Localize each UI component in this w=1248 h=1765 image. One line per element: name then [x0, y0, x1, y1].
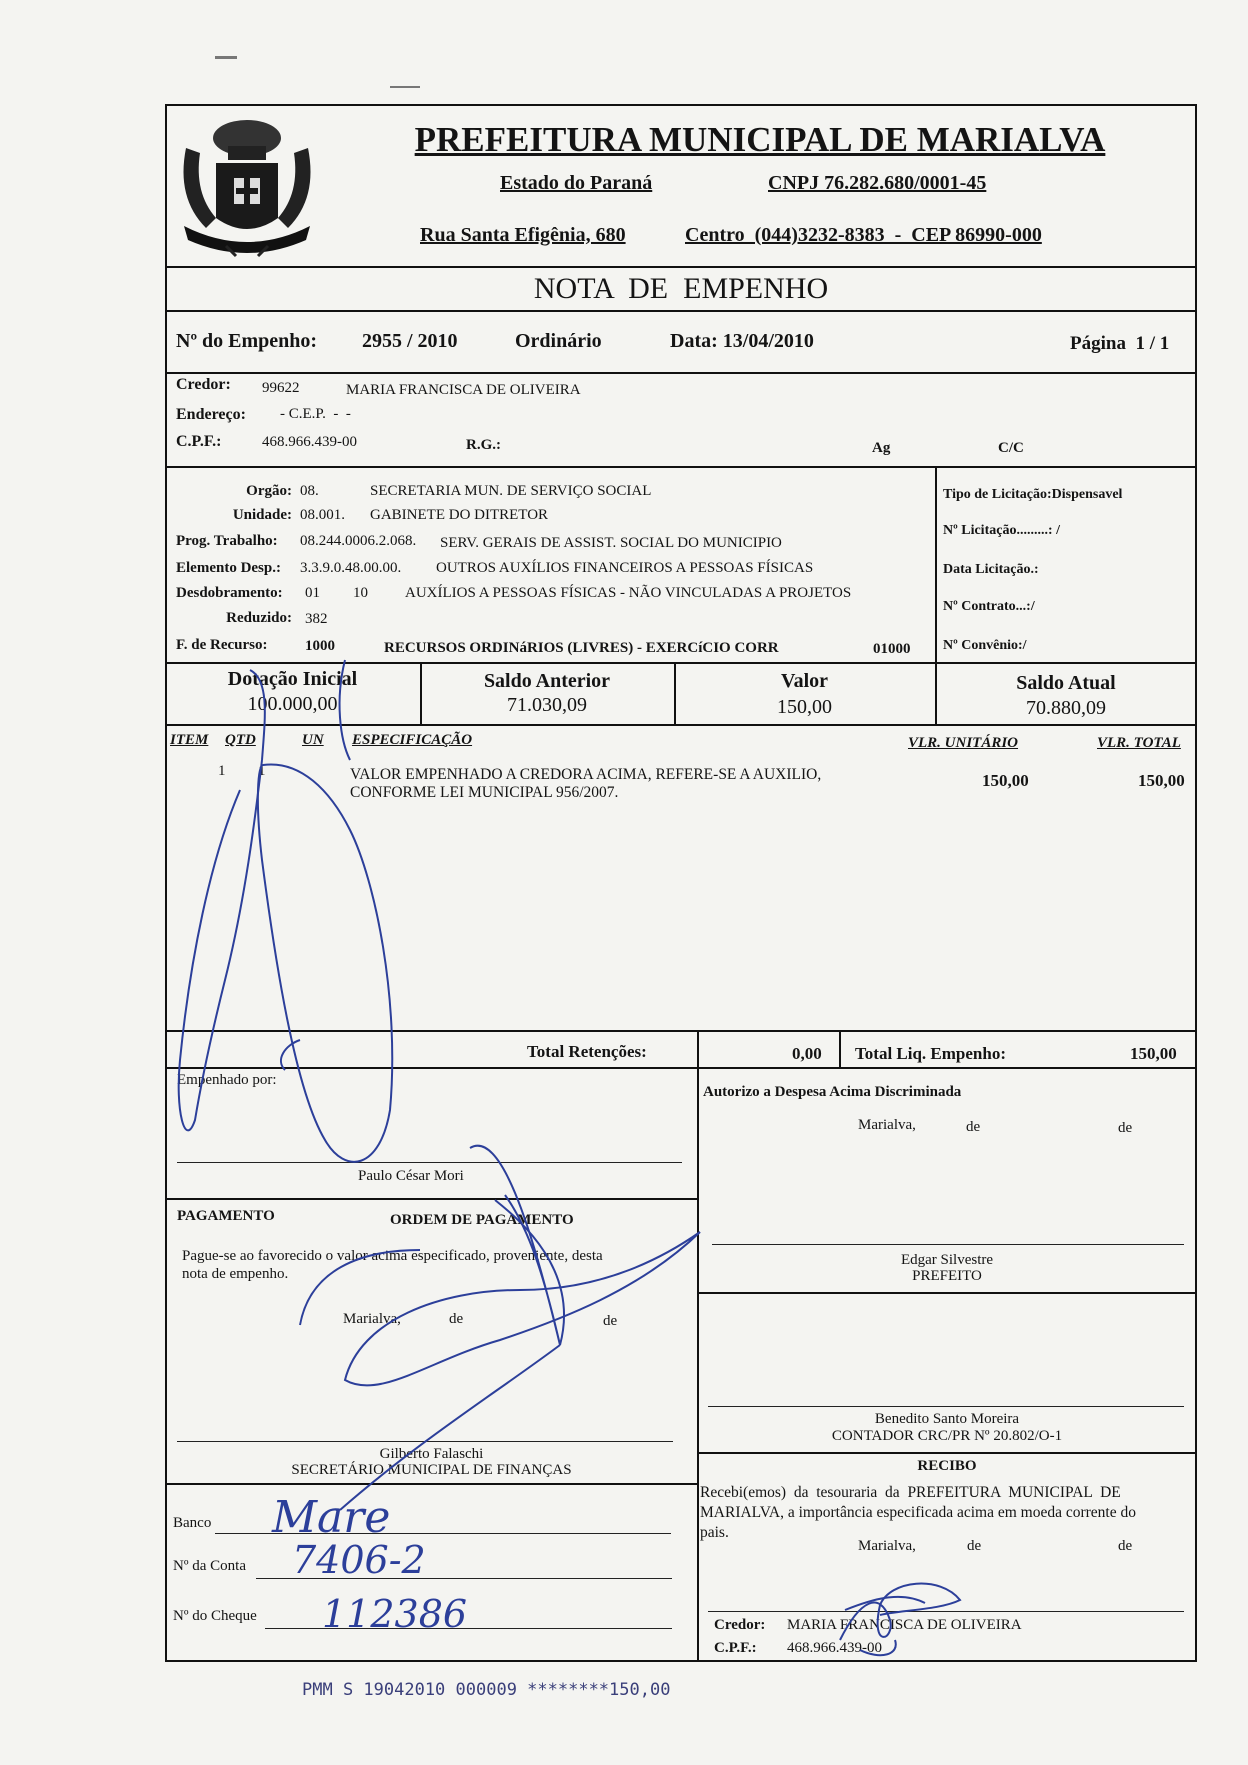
elemento-code: 3.3.9.0.48.00.00. — [300, 560, 402, 576]
prefeito-role: PREFEITO — [912, 1268, 982, 1284]
recibo-credor-label: Credor: — [714, 1617, 766, 1633]
recurso-label: F. de Recurso: — [176, 637, 268, 653]
scan-mark — [215, 56, 237, 59]
valor-label: Valor — [780, 670, 829, 692]
divider — [165, 1030, 1197, 1032]
coat-of-arms-logo — [176, 108, 318, 258]
header-contact: Centro (044)3232-8383 - CEP 86990-000 — [685, 224, 1042, 246]
retencoes-value: 0,00 — [792, 1044, 822, 1063]
desdobramento-label: Desdobramento: — [176, 585, 283, 601]
reduzido-label: Reduzido: — [226, 610, 292, 626]
pagamento-de2: de — [603, 1313, 618, 1329]
contador-role: CONTADOR CRC/PR Nº 20.802/O-1 — [831, 1428, 1063, 1444]
autorizo-de1: de — [966, 1119, 981, 1135]
saldo-atual-value: 70.880,09 — [1026, 697, 1106, 719]
saldo-anterior-label: Saldo Anterior — [483, 670, 611, 692]
recurso-num: 01000 — [873, 641, 911, 657]
pagamento-title: PAGAMENTO — [177, 1208, 275, 1224]
retencoes-label: Total Retenções: — [527, 1042, 647, 1061]
cheque-handwritten: 112386 — [322, 1592, 468, 1636]
recibo-title: RECIBO — [917, 1458, 977, 1474]
credor-label: Credor: — [176, 376, 231, 393]
banco-handwritten: Mare — [272, 1492, 391, 1543]
divider — [697, 1292, 1197, 1294]
cheque-label: Nº do Cheque — [173, 1608, 257, 1624]
pagamento-text-1: Pague-se ao favorecido o valor acima especificado, proveniente, desta — [182, 1248, 603, 1264]
empenho-number: 2955 / 2010 — [362, 330, 458, 352]
divider — [165, 724, 1197, 726]
col-spec-header: ESPECIFICAÇÃO — [352, 732, 473, 748]
recibo-text-3: pais. — [700, 1524, 729, 1541]
divider — [165, 1483, 698, 1485]
payment-stamp: PMM S 19042010 000009 ********150,00 — [302, 1680, 671, 1700]
header-cnpj: CNPJ 76.282.680/0001-45 — [768, 172, 987, 194]
scan-mark — [390, 86, 420, 88]
elemento-label: Elemento Desp.: — [176, 560, 281, 576]
credor-name: MARIA FRANCISCA DE OLIVEIRA — [346, 382, 581, 398]
header-title: PREFEITURA MUNICIPAL DE MARIALVA — [414, 120, 1106, 159]
unidade-name: GABINETE DO DITRETOR — [370, 507, 549, 523]
signature-line — [177, 1441, 673, 1442]
desdobramento-name: AUXÍLIOS A PESSOAS FÍSICAS - NÃO VINCULADAS A PROJETOS — [405, 585, 852, 601]
conta-label: Nº da Conta — [173, 1558, 246, 1574]
ag-label: Ag — [872, 440, 891, 456]
item-spec-line2: CONFORME LEI MUNICIPAL 956/2007. — [350, 784, 619, 801]
signature-line — [708, 1406, 1184, 1407]
licitacao-tipo: Tipo de Licitação:Dispensavel — [943, 487, 1123, 502]
divider — [165, 466, 1197, 468]
secretario-role: SECRETÁRIO MUNICIPAL DE FINANÇAS — [291, 1462, 572, 1478]
item-spec-line1: VALOR EMPENHADO A CREDORA ACIMA, REFERE-SE A AUXILIO, — [350, 766, 822, 783]
divider — [165, 372, 1197, 374]
liquido-value: 150,00 — [1130, 1044, 1177, 1063]
prog-name: SERV. GERAIS DE ASSIST. SOCIAL DO MUNICIPIO — [440, 535, 782, 551]
page-number: Página 1 / 1 — [1070, 333, 1170, 354]
unidade-label: Unidade: — [232, 507, 292, 523]
prog-code: 08.244.0006.2.068. — [300, 533, 417, 549]
recibo-cpf-label: C.P.F.: — [714, 1640, 757, 1656]
recibo-cpf-value: 468.966.439-00 — [787, 1640, 882, 1656]
item-total-value: 150,00 — [1138, 771, 1185, 790]
banco-label: Banco — [173, 1515, 212, 1531]
cpf-label: C.P.F.: — [176, 433, 222, 450]
divider — [165, 662, 1197, 664]
signature-line — [712, 1244, 1184, 1245]
contrato: Nº Contrato...:/ — [943, 599, 1035, 614]
divider — [697, 1452, 1197, 1454]
col-un-header: UN — [302, 732, 324, 748]
saldo-anterior-value: 71.030,09 — [507, 694, 587, 716]
empenhado-label: Empenhado por: — [177, 1072, 277, 1088]
divider — [165, 1198, 698, 1200]
col-total-header: VLR. TOTAL — [1097, 735, 1181, 751]
empenho-type: Ordinário — [515, 330, 602, 352]
divider — [697, 1030, 699, 1662]
convenio: Nº Convênio:/ — [943, 638, 1027, 653]
item-qtd: 1 — [258, 763, 266, 779]
autorizo-place: Marialva, — [858, 1117, 916, 1133]
desdobramento-code1: 01 — [305, 585, 320, 601]
empenho-number-label: Nº do Empenho: — [176, 330, 318, 352]
prog-label: Prog. Trabalho: — [176, 533, 278, 549]
licitacao-numero: Nº Licitação.........: / — [943, 523, 1060, 538]
recurso-name: RECURSOS ORDINáRIOS (LIVRES) - EXERCíCIO CORR — [384, 640, 779, 656]
recibo-text-2: MARIALVA, a importância especificada acima em moeda corrente do — [700, 1504, 1136, 1521]
valor-value: 150,00 — [777, 696, 832, 718]
credor-code: 99622 — [262, 380, 300, 396]
rg-label: R.G.: — [466, 437, 501, 453]
cpf-value: 468.966.439-00 — [262, 434, 357, 450]
divider — [165, 1067, 1197, 1069]
header-street: Rua Santa Efigênia, 680 — [420, 224, 626, 246]
dotacao-value: 100.000,00 — [247, 693, 338, 715]
endereco-label: Endereço: — [176, 406, 246, 423]
divider — [165, 310, 1197, 312]
col-unit-header: VLR. UNITÁRIO — [908, 735, 1019, 751]
secretario-name: Gilberto Falaschi — [379, 1446, 484, 1462]
pagamento-de1: de — [449, 1311, 464, 1327]
signature-line — [708, 1611, 1184, 1612]
empenho-date: Data: 13/04/2010 — [670, 330, 814, 352]
document-title: NOTA DE EMPENHO — [533, 272, 829, 305]
dotacao-label: Dotação Inicial — [227, 668, 358, 690]
divider — [165, 266, 1197, 268]
item-unit-value: 150,00 — [982, 771, 1029, 790]
recibo-text-1: Recebi(emos) da tesouraria da PREFEITURA MUNICIPAL DE — [700, 1484, 1121, 1501]
divider — [935, 466, 937, 662]
liquido-label: Total Liq. Empenho: — [855, 1044, 1006, 1063]
col-item-header: ITEM — [170, 732, 209, 748]
recibo-de2: de — [1118, 1538, 1133, 1554]
contador-name: Benedito Santo Moreira — [874, 1411, 1020, 1427]
autorizo-de2: de — [1118, 1120, 1133, 1136]
cc-label: C/C — [998, 440, 1024, 456]
elemento-name: OUTROS AUXÍLIOS FINANCEIROS A PESSOAS FÍSICAS — [436, 560, 814, 576]
desdobramento-code2: 10 — [353, 585, 368, 601]
ordem-pagamento-title: ORDEM DE PAGAMENTO — [390, 1212, 574, 1228]
recurso-code: 1000 — [305, 638, 335, 654]
recibo-place: Marialva, — [858, 1538, 916, 1554]
saldo-atual-label: Saldo Atual — [1016, 672, 1116, 694]
licitacao-data: Data Licitação.: — [943, 562, 1039, 577]
prefeito-name: Edgar Silvestre — [900, 1252, 994, 1268]
recibo-credor-name: MARIA FRANCISCA DE OLIVEIRA — [787, 1617, 1022, 1633]
orgao-code: 08. — [300, 483, 319, 499]
unidade-code: 08.001. — [300, 507, 345, 523]
orgao-label: Orgão: — [246, 483, 292, 499]
recibo-de1: de — [967, 1538, 982, 1554]
empenhado-signer: Paulo César Mori — [358, 1168, 464, 1184]
pagamento-text-2: nota de empenho. — [182, 1266, 289, 1282]
reduzido-value: 382 — [305, 611, 328, 627]
signature-line — [177, 1162, 682, 1163]
autorizo-title: Autorizo a Despesa Acima Discriminada — [703, 1084, 962, 1100]
orgao-name: SECRETARIA MUN. DE SERVIÇO SOCIAL — [370, 483, 652, 499]
item-number: 1 — [218, 763, 226, 779]
conta-handwritten: 7406-2 — [292, 1538, 426, 1582]
col-qtd-header: QTD — [225, 732, 256, 748]
endereco-value: - C.E.P. - - — [280, 406, 351, 422]
divider — [839, 1030, 841, 1067]
pagamento-place: Marialva, — [343, 1311, 401, 1327]
header-state: Estado do Paraná — [500, 172, 653, 194]
